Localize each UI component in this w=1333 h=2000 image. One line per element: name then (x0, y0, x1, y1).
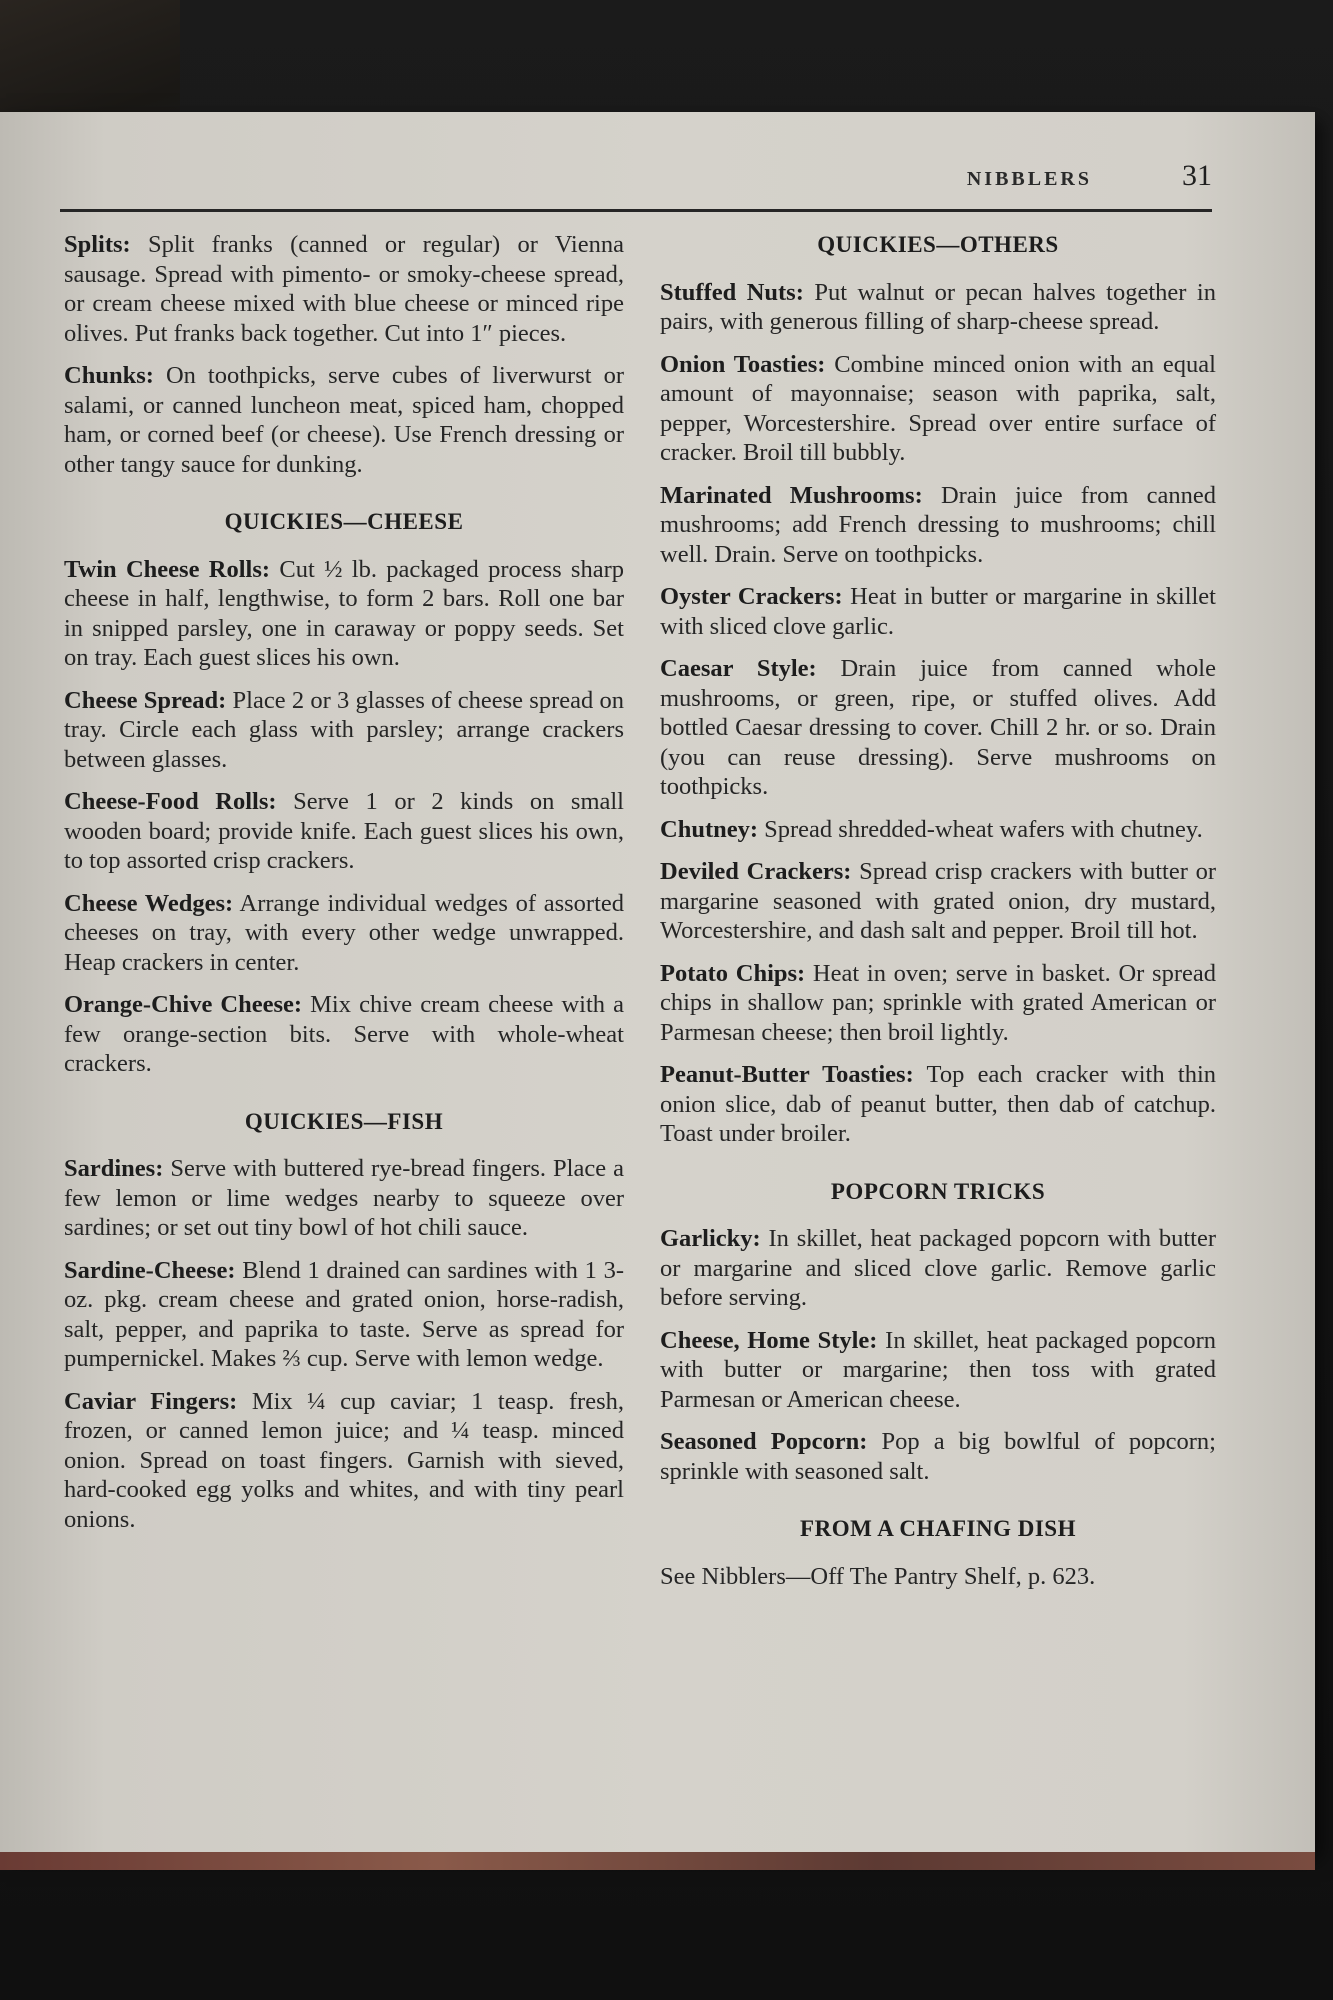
recipe-term: Peanut-Butter Toasties: (660, 1061, 914, 1088)
recipe-term: Seasoned Popcorn: (660, 1428, 868, 1455)
entry-list (64, 230, 624, 479)
recipe-term: Splits: (64, 231, 131, 258)
recipe-term: Chutney: (660, 815, 759, 843)
recipe-text: Cut ½ lb. packaged process sharp cheese in half, lengthwise, to form 2 bars. Roll one bar in snipped parsley, one in caraway or poppy seeds. Set on tray. Each guest slices his own. (64, 555, 624, 671)
recipe-entry (64, 787, 624, 876)
entry-list (660, 1224, 1216, 1486)
recipe-term: Cheese, Home Style: (660, 1326, 878, 1354)
recipe-text: In skillet, heat packaged popcorn with butter or margarine; then toss with grated Parmesan or American cheese. (660, 1326, 1216, 1413)
recipe-term: Twin Cheese Rolls: (64, 555, 271, 583)
running-head: NIBBLERS (966, 168, 1092, 190)
section-heading-popcorn: POPCORN TRICKS (830, 1178, 1046, 1204)
recipe-term: Marinated Mushrooms: (660, 481, 923, 509)
recipe-term: Potato Chips: (660, 959, 806, 987)
recipe-text: Spread shredded-wheat wafers with chutney. (758, 815, 1203, 843)
recipe-entry (660, 857, 1216, 946)
recipe-term: Stuffed Nuts: (660, 278, 804, 306)
recipe-entry (64, 1387, 624, 1535)
recipe-text: Arrange individual wedges of assorted cheeses on tray, with every other wedge unwrapped. Heap crackers in center. (64, 889, 624, 976)
right-column (660, 230, 1216, 1604)
recipe-text: Blend 1 drained can sardines with 1 3-oz. pkg. cream cheese and grated onion, horse-radish, salt, pepper, and paprika to taste. Serve as spread for pumpernickel. Makes ⅔ cup. Serve with lemon wedge. (64, 1256, 624, 1372)
recipe-entry (660, 1224, 1216, 1313)
recipe-term: Cheese Wedges: (64, 889, 234, 917)
recipe-entry (64, 686, 624, 775)
recipe-entry (64, 1154, 624, 1243)
recipe-term: Caviar Fingers: (64, 1387, 238, 1415)
recipe-entry (660, 1326, 1216, 1415)
section-heading-fish: QUICKIES—FISH (244, 1108, 444, 1134)
recipe-entry (660, 350, 1216, 468)
recipe-text: Mix chive cream cheese with a few orange-section bits. Serve with whole-wheat crackers. (64, 991, 624, 1077)
recipe-text: Place 2 or 3 glasses of cheese spread on tray. Circle each glass with parsley; arrange crackers between glasses. (64, 686, 624, 773)
recipe-text: Spread crisp crackers with butter or margarine seasoned with grated onion, dry mustard, Worcestershire, and dash salt and pepper. Broil till hot. (660, 858, 1216, 944)
recipe-entry (64, 889, 624, 978)
recipe-entry (660, 959, 1216, 1048)
recipe-text: Split franks (canned or regular) or Vienna sausage. Spread with pimento- or smoky-cheese spread, or cream cheese mixed with blue cheese or minced ripe olives. Put franks back together. Cut into 1″ pieces. (64, 231, 624, 347)
recipe-entry (660, 815, 1216, 845)
recipe-term: Cheese-Food Rolls: (64, 788, 277, 815)
entry-list (660, 278, 1216, 1149)
left-column (64, 230, 624, 1547)
recipe-text: Pop a big bowlful of popcorn; sprinkle with seasoned salt. (660, 1428, 1216, 1485)
recipe-term: Orange-Chive Cheese: (64, 991, 303, 1018)
recipe-text: In skillet, heat packaged popcorn with butter or margarine and sliced clove garlic. Remove garlic before serving. (660, 1225, 1216, 1311)
recipe-text: Serve 1 or 2 kinds on small wooden board; provide knife. Each guest slices his own, to top assorted crisp crackers. (64, 788, 624, 874)
entry-list (64, 1154, 624, 1534)
page-bottom-edge (0, 1852, 1315, 1870)
recipe-term: Sardines: (64, 1155, 164, 1182)
recipe-text: Put walnut or pecan halves together in pairs, with generous filling of sharp-cheese spread. (660, 278, 1216, 335)
recipe-term: Garlicky: (660, 1225, 761, 1252)
recipe-entry (660, 278, 1216, 337)
recipe-text: Mix ¼ cup caviar; 1 teasp. fresh, frozen, or canned lemon juice; and ¼ teasp. minced onion. Spread on toast fingers. Garnish with sieved, hard-cooked egg yolks and whites, and with tiny pearl onions. (64, 1387, 624, 1533)
section-heading-others: QUICKIES—OTHERS (817, 232, 1059, 257)
recipe-term: Cheese Spread: (64, 686, 227, 714)
recipe-entry (660, 654, 1216, 802)
recipe-entry (64, 555, 624, 673)
recipe-text: Combine minced onion with an equal amount of mayonnaise; season with paprika, salt, pepper, Worcestershire. Spread over entire surface of cracker. Broil till bubbly. (660, 350, 1216, 466)
recipe-text: Drain juice from canned mushrooms; add French dressing to mushrooms; chill well. Drain. Serve on toothpicks. (660, 481, 1216, 568)
recipe-text: On toothpicks, serve cubes of liverwurst or salami, or canned luncheon meat, spiced ham, chopped ham, or corned beef (or cheese). Use French dressing or other tangy sauce for dunking. (64, 362, 624, 478)
recipe-entry (660, 1427, 1216, 1486)
recipe-term: Sardine-Cheese: (64, 1256, 236, 1284)
recipe-term: Chunks: (64, 362, 154, 389)
entry-list (64, 555, 624, 1079)
recipe-term: Onion Toasties: (660, 350, 826, 378)
recipe-term: Deviled Crackers: (660, 858, 852, 885)
recipe-text: Drain juice from canned whole mushrooms, or green, ripe, or stuffed olives. Add bottled Caesar dressing to cover. Chill 2 hr. or so. Drain (you can reuse dressing). Serve mushrooms on toothpicks. (660, 655, 1216, 800)
section-heading-cheese: QUICKIES—CHEESE (224, 509, 464, 534)
recipe-entry (64, 990, 624, 1079)
recipe-entry (64, 1256, 624, 1374)
recipe-text: Top each cracker with thin onion slice, dab of peanut butter, then dab of catchup. Toast under broiler. (660, 1061, 1216, 1147)
recipe-entry (660, 582, 1216, 641)
recipe-entry (64, 230, 624, 348)
recipe-text: Heat in butter or margarine in skillet with sliced clove garlic. (660, 583, 1216, 640)
page-header (60, 159, 1212, 212)
recipe-entry (660, 1060, 1216, 1149)
section-heading-chafing: FROM A CHAFING DISH (800, 1516, 1076, 1541)
recipe-term: Caesar Style: (660, 655, 817, 682)
recipe-text: Heat in oven; serve in basket. Or spread chips in shallow pan; sprinkle with grated American or Parmesan cheese; then broil lightly. (660, 959, 1216, 1046)
recipe-entry (660, 481, 1216, 570)
recipe-entry (64, 361, 624, 479)
recipe-text: Serve with buttered rye-bread fingers. Place a few lemon or lime wedges nearby to squeeze over sardines; or set out tiny bowl of hot chili sauce. (64, 1155, 624, 1241)
chafing-reference: See Nibblers—Off The Pantry Shelf, p. 623. (660, 1562, 1096, 1590)
page-number: 31 (1182, 159, 1212, 192)
recipe-term: Oyster Crackers: (660, 583, 843, 610)
